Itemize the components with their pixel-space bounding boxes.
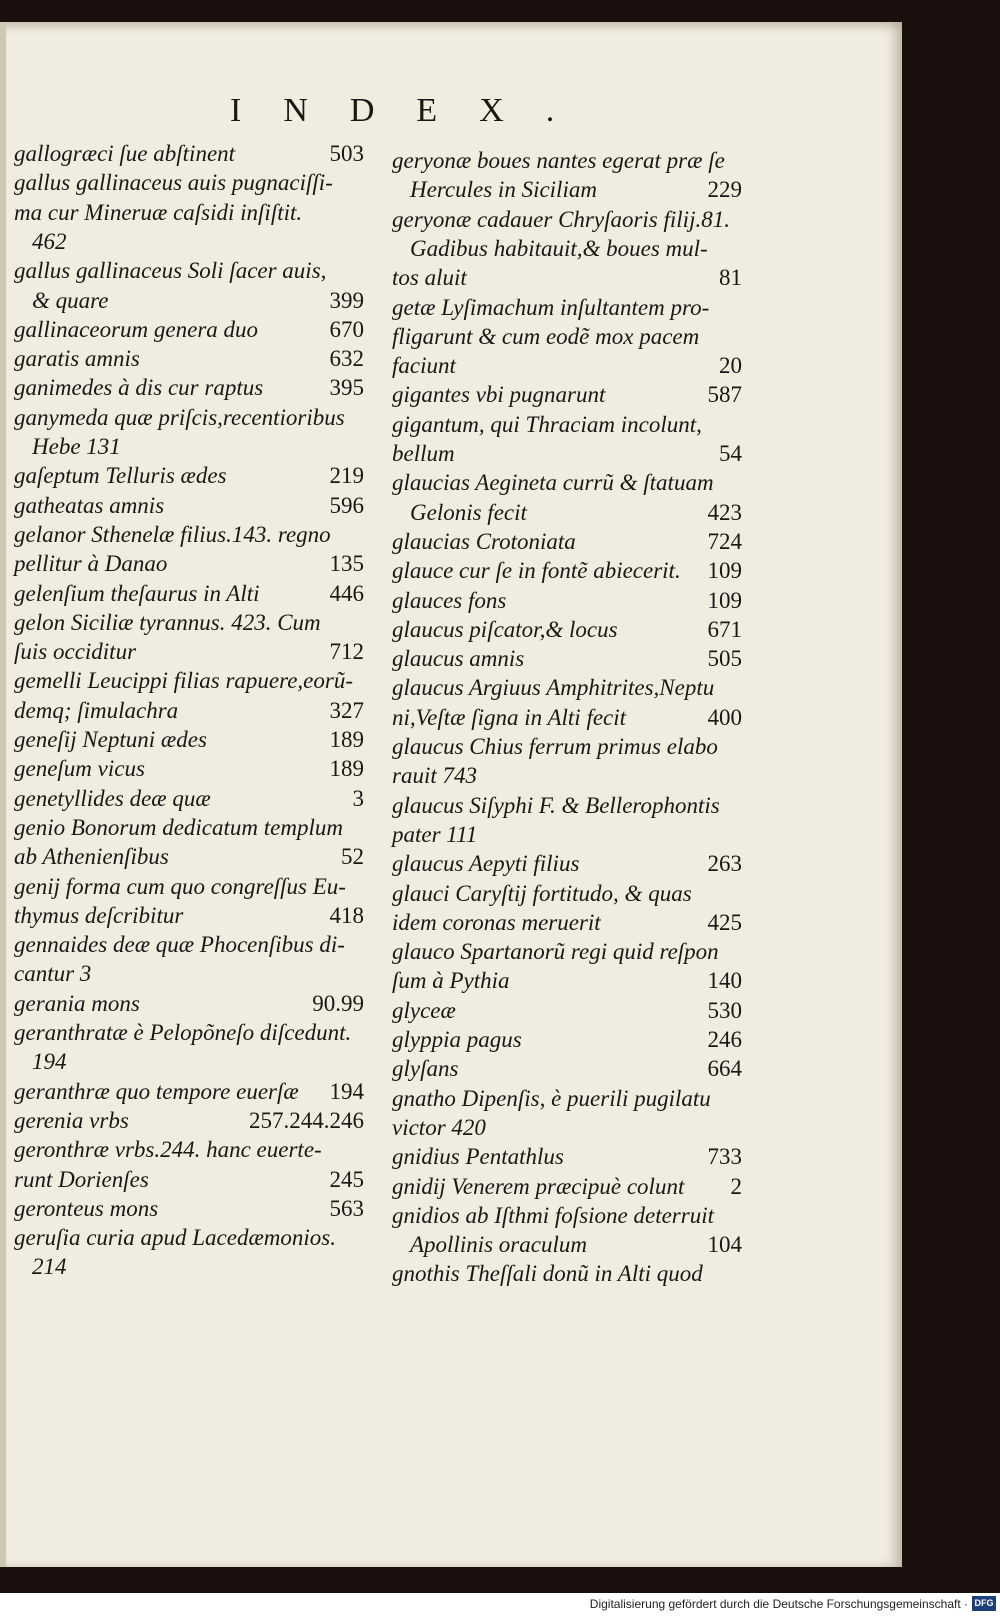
- page-number: 52: [341, 844, 364, 870]
- index-entry: 462: [32, 228, 67, 254]
- dfg-logo-icon: DFG: [972, 1596, 996, 1611]
- index-entry: glaucus Argiuus Amphitrites,Neptu: [392, 675, 715, 701]
- index-entry: ganymeda quæ priſcis,recentioribus: [14, 404, 345, 430]
- index-entry: Hebe 131: [32, 434, 121, 459]
- page-number: 189: [329, 756, 364, 782]
- page-number: 194: [329, 1078, 364, 1104]
- index-entry: gigantes vbi pugnarunt: [392, 382, 606, 408]
- index-entry: runt Dorienſes: [14, 1166, 149, 1192]
- index-entry: glaucus amnis: [392, 646, 525, 672]
- index-entry: Hercules in Siciliam: [410, 177, 597, 203]
- index-entry: gnidius Pentathlus: [392, 1144, 564, 1170]
- index-entry: genij forma cum quo congreſſus Eu-: [14, 873, 346, 899]
- index-entry: gennaides deæ quæ Phocenſibus di-: [14, 932, 345, 958]
- index-entry: gatheatas amnis: [14, 492, 165, 518]
- page-number: 219: [329, 463, 364, 489]
- page-number: 399: [329, 287, 364, 313]
- page-number: 563: [329, 1195, 364, 1221]
- page-number: 670: [329, 316, 364, 342]
- page-number: 140: [707, 968, 742, 994]
- index-entry: glaucias Aegineta currũ & ſtatuam: [392, 470, 714, 496]
- index-entry: geryonæ boues nantes egerat præ ſe: [392, 148, 725, 173]
- page-number: 135: [329, 551, 364, 577]
- index-entry: Apollinis oraculum: [410, 1232, 587, 1258]
- page-number: 400: [707, 704, 742, 730]
- page-number: 327: [329, 697, 364, 723]
- page-number: 423: [707, 499, 742, 525]
- page-number: 109: [707, 558, 742, 584]
- index-entry: getæ Lyſimachum inſultantem pro-: [392, 294, 710, 320]
- index-entry: geruſia curia apud Lacedæmonios.: [14, 1225, 336, 1251]
- page-number: 503: [329, 141, 364, 166]
- index-entry: Gadibus habitauit,& boues mul-: [410, 235, 708, 261]
- index-entry: gaſeptum Telluris ædes: [14, 463, 227, 489]
- page-number: 596: [329, 492, 364, 518]
- index-entry: tos aluit: [392, 265, 467, 291]
- index-entry: victor 420: [392, 1114, 486, 1140]
- index-entry: geranthræ quo tempore euerſæ: [14, 1078, 299, 1104]
- index-entry: & quare: [32, 287, 109, 313]
- index-entry: rauit 743: [392, 763, 477, 789]
- index-entry: gelanor Sthenelæ filius.143. regno: [14, 521, 331, 547]
- page-number: 395: [329, 375, 364, 401]
- index-entry: geronthræ vrbs.244. hanc euerte-: [14, 1137, 322, 1163]
- index-entry: ſuis occiditur: [14, 639, 137, 665]
- index-entry: geneſij Neptuni ædes: [14, 727, 207, 752]
- index-entry: glyppia pagus: [392, 1027, 522, 1052]
- index-entry: gallinaceorum genera duo: [14, 316, 259, 342]
- page-number: 229: [707, 177, 742, 203]
- index-entry: gelenſium theſaurus in Alti: [14, 580, 260, 606]
- index-entry: gnatho Dipenſis, è puerili pugilatu: [392, 1085, 711, 1111]
- page-number: 587: [707, 382, 742, 408]
- page-number: 733: [707, 1144, 742, 1170]
- index-entry: glauce cur ſe in fontẽ abiecerit.: [392, 558, 681, 584]
- page-number: 425: [707, 909, 742, 935]
- index-entry: fligarunt & cum eodẽ mox pacem: [392, 323, 700, 349]
- index-entry: ganimedes à dis cur raptus: [14, 375, 264, 401]
- page-number: 246: [707, 1027, 742, 1052]
- index-entry: ſum à Pythia: [392, 968, 510, 994]
- index-entry: gemelli Leucippi filias rapuere,eorũ-: [14, 668, 353, 694]
- index-entry: genio Bonorum dedicatum templum: [14, 814, 343, 840]
- index-entry: thymus deſcribitur: [14, 902, 184, 928]
- index-entry: glaucias Crotoniata: [392, 528, 576, 554]
- index-entry: gnidij Venerem præcipuè colunt: [392, 1173, 685, 1199]
- page-number: 81: [719, 265, 742, 291]
- index-entry: gelon Siciliæ tyrannus. 423. Cum: [14, 609, 321, 635]
- page-number: 189: [329, 727, 364, 752]
- index-entry: gerenia vrbs: [14, 1107, 129, 1133]
- index-entry: glaucus Aepyti filius: [392, 851, 580, 877]
- page-number: 664: [707, 1056, 742, 1082]
- index-entry: pellitur à Danao: [14, 551, 168, 577]
- index-entry: idem coronas meruerit: [392, 909, 601, 935]
- index-entry: gallus gallinaceus auis pugnaciſſi-: [14, 170, 333, 196]
- index-entry: ab Athenienſibus: [14, 844, 169, 870]
- index-entry: geryonæ cadauer Chryſaoris filij.81.: [392, 206, 730, 232]
- page-number: 263: [707, 851, 742, 877]
- index-entry: gallus gallinaceus Soli ſacer auis,: [14, 258, 327, 284]
- index-entry: geronteus mons: [14, 1195, 159, 1221]
- page-number: 90.99: [312, 990, 364, 1016]
- page-number: 418: [329, 902, 364, 928]
- page-number: 104: [707, 1232, 742, 1258]
- index-entry: glaucus Siſyphi F. & Bellerophontis: [392, 792, 720, 818]
- index-entry: glauco Spartanorũ regi quid reſpon: [392, 939, 719, 965]
- index-entry: geranthratæ è Pelopõneſo diſcedunt.: [14, 1020, 352, 1045]
- page-number: 2: [730, 1173, 742, 1199]
- page-number: 712: [329, 639, 364, 665]
- index-entry: garatis amnis: [14, 346, 140, 372]
- page-number: 245: [329, 1166, 364, 1192]
- page-number: 109: [707, 587, 742, 613]
- index-entry: 194: [32, 1049, 67, 1075]
- index-entry: gallogræci ſue abſtinent: [14, 141, 236, 166]
- page-number: 530: [707, 997, 742, 1023]
- index-entry: faciunt: [392, 353, 456, 379]
- index-entry: gigantum, qui Thraciam incolunt,: [392, 411, 702, 437]
- index-entry: glaucus piſcator,& locus: [392, 616, 618, 642]
- page-number: 724: [707, 528, 742, 554]
- page-number: 257.244.246: [249, 1107, 364, 1133]
- index-entry: Gelonis fecit: [410, 499, 527, 525]
- index-entry: glauci Caryſtij fortitudo, & quas: [392, 880, 692, 906]
- index-entry: gerania mons: [14, 990, 140, 1016]
- index-entry: geneſum vicus: [14, 756, 145, 782]
- index-entry: gnothis Theſſali donũ in Alti quod: [392, 1261, 703, 1287]
- page-title: INDEX.: [230, 92, 597, 129]
- index-entry: demq; ſimulachra: [14, 697, 179, 723]
- page-number: 20: [719, 353, 742, 379]
- index-entry: gnidios ab Iſthmi foſsione deterruit: [392, 1202, 714, 1228]
- index-entry: ni,Veſtæ ſigna in Alti fecit: [392, 704, 627, 730]
- index-entry: 214: [32, 1254, 67, 1280]
- index-entry: glauces fons: [392, 587, 507, 613]
- page-number: 505: [707, 646, 742, 672]
- page-number: 446: [329, 580, 364, 606]
- page-number: 54: [719, 441, 742, 466]
- page-number: 632: [329, 346, 364, 372]
- index-entry: glyſans: [392, 1056, 459, 1082]
- page-number: 3: [352, 785, 364, 811]
- page-number: 671: [707, 616, 742, 642]
- index-entry: cantur 3: [14, 961, 92, 987]
- index-entry: genetyllides deæ quæ: [14, 785, 211, 811]
- page-edge: [0, 22, 6, 1567]
- footer-credit: Digitalisierung gefördert durch die Deutsche Forschungsgemeinschaft ·: [589, 1597, 968, 1611]
- index-entry: glaucus Chius ferrum primus elabo: [392, 734, 718, 759]
- index-entry: glyceæ: [392, 997, 456, 1023]
- index-entry: ma cur Mineruæ caſsidi inſiſtit.: [14, 199, 303, 225]
- index-entry: bellum: [392, 441, 455, 466]
- index-entry: pater 111: [392, 821, 478, 847]
